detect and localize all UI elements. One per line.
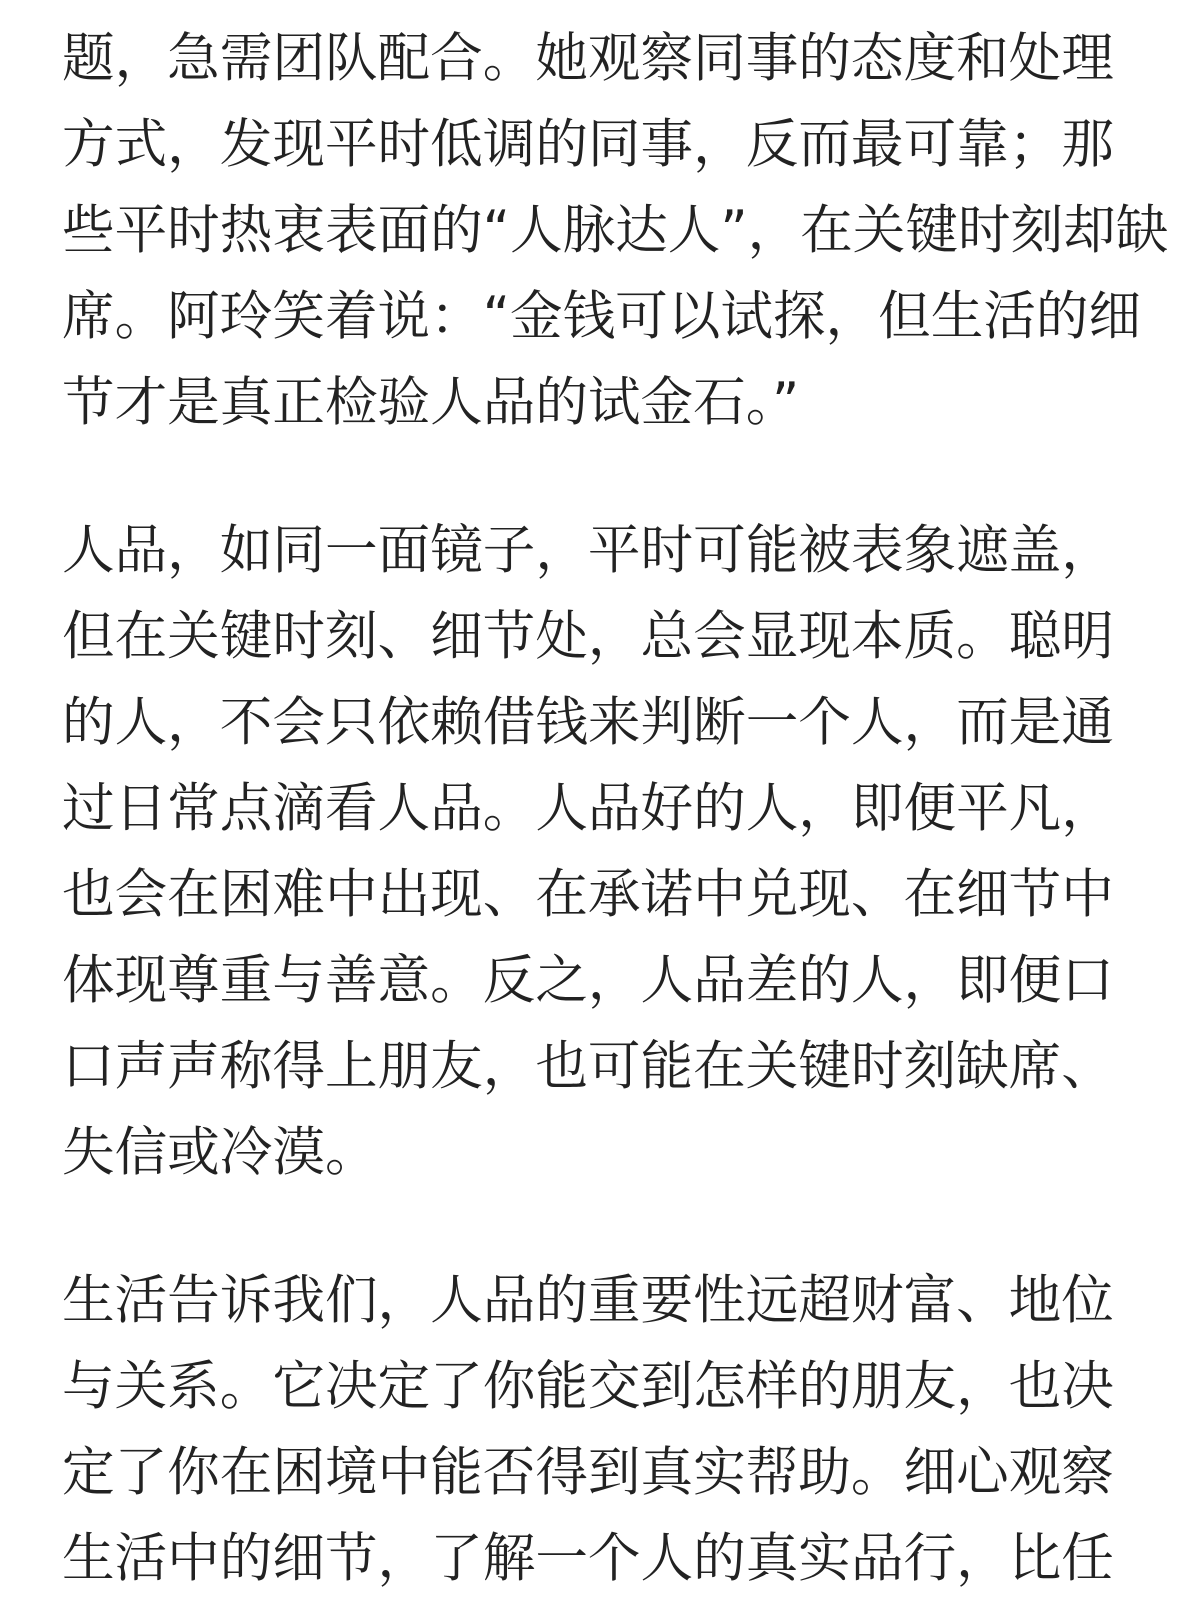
text-line: 生活告诉我们，人品的重要性远超财富、地位 [62, 1270, 1114, 1331]
text-line: 定了你在困境中能否得到真实帮助。细心观察 [62, 1442, 1114, 1503]
text-line: 席。阿玲笑着说：“金钱可以试探，但生活的细 [62, 286, 1142, 347]
text-line: 人品，如同一面镜子，平时可能被表象遮盖， [62, 520, 1114, 581]
article-body [62, 0, 1169, 1602]
text-line: 方式，发现平时低调的同事，反而最可靠；那 [62, 114, 1114, 175]
text-line: 节才是真正检验人品的试金石。” [62, 372, 800, 433]
paragraph-spacer [62, 446, 1117, 508]
text-line: 口声声称得上朋友，也可能在关键时刻缺席、 [62, 1036, 1114, 1097]
paragraph [62, 508, 1117, 1196]
text-line: 失信或冷漠。 [62, 1122, 378, 1183]
text-line: 也会在困难中出现、在承诺中兑现、在细节中 [62, 864, 1114, 925]
text-line: 的人，不会只依赖借钱来判断一个人，而是通 [62, 692, 1114, 753]
paragraph [62, 16, 1169, 446]
text-line: 但在关键时刻、细节处，总会显现本质。聪明 [62, 606, 1114, 667]
text-line: 体现尊重与善意。反之，人品差的人，即便口 [62, 950, 1114, 1011]
paragraph-spacer [62, 1196, 1117, 1258]
text-line: 些平时热衷表面的“人脉达人”，在关键时刻却缺 [62, 200, 1169, 261]
text-line: 过日常点滴看人品。人品好的人，即便平凡， [62, 778, 1114, 839]
text-line: 题，急需团队配合。她观察同事的态度和处理 [62, 28, 1114, 89]
paragraph [62, 1258, 1117, 1602]
text-line: 生活中的细节，了解一个人的真实品行，比任 [62, 1528, 1114, 1589]
text-line: 与关系。它决定了你能交到怎样的朋友，也决 [62, 1356, 1114, 1417]
